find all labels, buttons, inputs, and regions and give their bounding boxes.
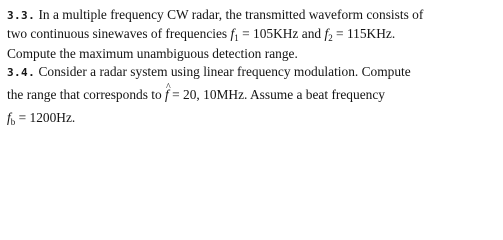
problem-text: Compute the maximum unambiguous detection range. <box>7 46 298 61</box>
problem-text: Consider a radar system using linear frequency modulation. Compute <box>38 64 411 79</box>
problem-3-4-line-1 <box>7 64 411 81</box>
problem-3-3-line-1 <box>7 7 423 24</box>
math-fb: $f_b = 1200Hz$ <box>7 110 72 127</box>
problem-3-4-line-2: the range that corresponds to ^ f = 20, 10MHz. Assume a beat frequency <box>7 87 385 103</box>
math-f1: $f_1 = 105KHz$ <box>230 26 299 43</box>
problem-3-4-line-3: $f_b = 1200Hz$. <box>7 110 76 127</box>
problem-3-3-line-2: two continuous sinewaves of frequencies $f_1 = 105KHz$ and $f_2 = 115KHz$. <box>7 26 396 43</box>
problem-number: 3.3. <box>7 9 36 22</box>
problem-text: two continuous sinewaves of frequencies <box>7 26 228 41</box>
problem-text: In a multiple frequency CW radar, the transmitted waveform consists of <box>38 7 424 22</box>
math-f2: $f_2 = 115KHz$ <box>324 26 392 43</box>
math-f-hat: ^ f = 20, 10MHz <box>165 87 244 102</box>
problem-3-3-line-3 <box>7 46 298 62</box>
and-word: and <box>301 26 322 41</box>
problem-number: 3.4. <box>7 66 36 79</box>
problem-text: the range that corresponds to <box>7 87 162 102</box>
